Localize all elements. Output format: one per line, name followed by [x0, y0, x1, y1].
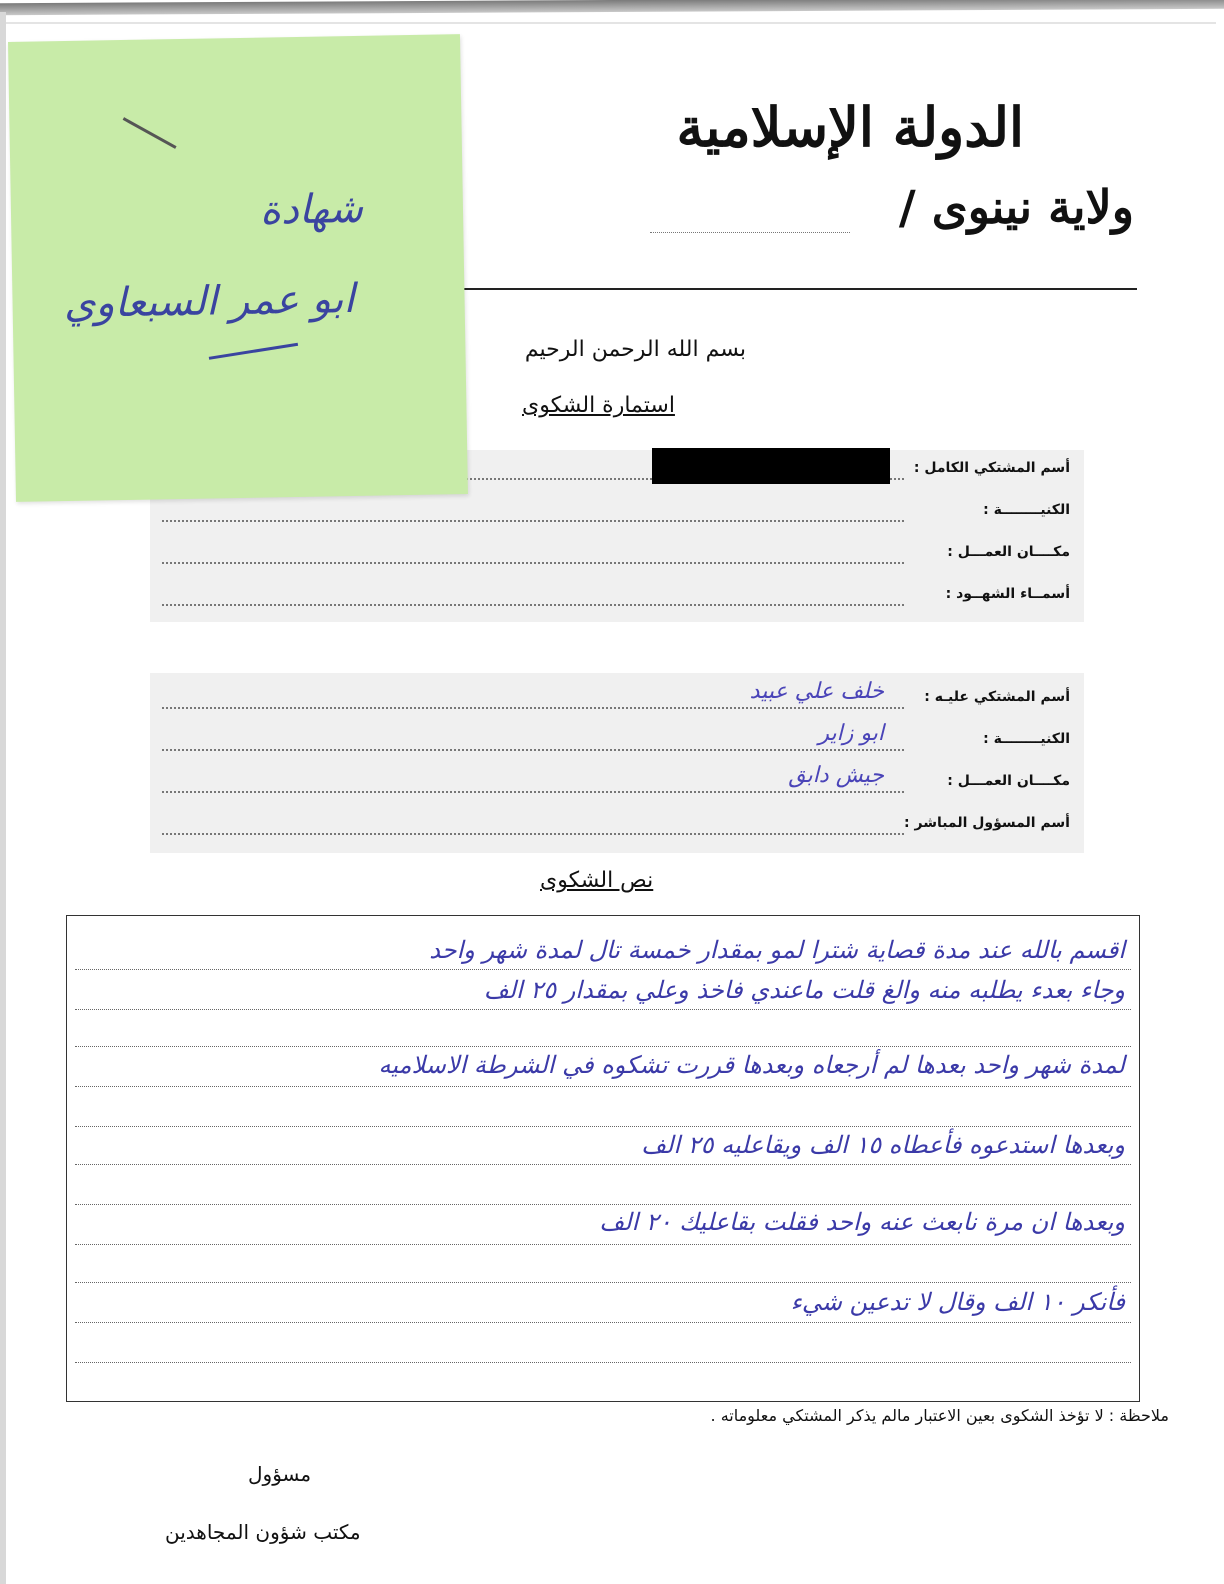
complainant-workplace-field[interactable]	[162, 562, 904, 564]
ruled-line	[75, 1164, 1131, 1165]
respondent-kunya-row	[150, 721, 1084, 765]
respondent-name-row	[150, 679, 1084, 723]
complainant-workplace-row	[150, 538, 1084, 578]
scan-border-top	[0, 0, 1224, 15]
complaint-handwritten-line: وجاء بعدء يطلبه منه والغ قلت ماعندي فاخذ وعلي بمقدار ٢٥ الف	[483, 976, 1125, 1004]
ruled-line	[75, 1046, 1131, 1047]
footer-note: ملاحظة : لا تؤخذ الشكوى بعين الاعتبار مالم يذكر المشتكي معلوماته .	[710, 1406, 1169, 1425]
redaction-bar	[652, 448, 890, 484]
ruled-line	[75, 1282, 1131, 1283]
respondent-workplace-row	[150, 763, 1084, 807]
complainant-name-label: أسم المشتكي الكامل :	[913, 460, 1070, 476]
complaint-section-title: نص الشكوى	[540, 868, 654, 893]
basmala: بسم الله الرحمن الرحيم	[524, 337, 746, 362]
respondent-kunya-label: الكنيــــــــة :	[983, 731, 1070, 747]
complaint-handwritten-line: فأنكر ١٠ الف وقال لا تدعين شيء	[790, 1288, 1125, 1316]
header-dotted-line	[650, 232, 850, 233]
complaint-text-area[interactable]	[66, 915, 1140, 1402]
ruled-line	[75, 1362, 1131, 1363]
respondent-workplace-label: مكــــان العمـــل :	[947, 773, 1070, 789]
complainant-kunya-label: الكنيــــــــة :	[983, 502, 1070, 518]
ruled-line	[75, 1086, 1131, 1087]
scan-border-left	[0, 12, 6, 1584]
respondent-section	[150, 673, 1084, 853]
sticky-underline	[209, 343, 298, 360]
ruled-line	[75, 1322, 1131, 1323]
ruled-line	[75, 1126, 1131, 1127]
witnesses-field[interactable]	[162, 604, 904, 606]
form-title: استمارة الشكوى	[522, 393, 675, 418]
supervisor-row	[150, 809, 1084, 849]
ruled-line	[75, 1009, 1131, 1010]
state-name-header: الدولة الإسلامية	[676, 95, 1024, 159]
respondent-workplace-value: جيش دابق	[788, 763, 884, 788]
complainant-workplace-label: مكــــان العمـــل :	[947, 544, 1070, 560]
supervisor-label: أسم المسؤول المباشر :	[904, 815, 1070, 831]
witnesses-row	[150, 580, 1084, 620]
complaint-handwritten-line: لمدة شهر واحد بعدها لم أرجعاه وبعدها قررت تشكوه في الشرطة الاسلاميه	[378, 1051, 1125, 1079]
ruled-line	[75, 1244, 1131, 1245]
respondent-kunya-value: ابو زاير	[818, 721, 884, 746]
complaint-handwritten-line: وبعدها استدعوه فأعطاه ١٥ الف ويقاعليه ٢٥ الف	[641, 1131, 1125, 1159]
complaint-handwritten-line: اقسم بالله عند مدة قصاية شترا لمو بمقدار خمسة تال لمدة شهر واحد	[429, 936, 1125, 964]
province-name-header: ولاية نينوى /	[898, 180, 1134, 234]
respondent-kunya-field[interactable]	[162, 749, 904, 751]
supervisor-field[interactable]	[162, 833, 904, 835]
respondent-name-label: أسم المشتكي عليـه :	[924, 689, 1070, 705]
sticky-note	[8, 34, 468, 502]
respondent-name-field[interactable]	[162, 707, 904, 709]
witnesses-label: أسمــاء الشهــود :	[945, 586, 1070, 602]
signature-office: مكتب شؤون المجاهدين	[165, 1520, 361, 1544]
header-divider	[455, 288, 1137, 290]
sticky-pen-mark	[123, 117, 177, 149]
respondent-workplace-field[interactable]	[162, 791, 904, 793]
sticky-note-line: ابو عمر السبعاوي	[63, 275, 355, 328]
ruled-line	[75, 969, 1131, 970]
respondent-name-value: خلف علي عبيد	[749, 679, 884, 704]
signature-title: مسؤول	[248, 1462, 312, 1486]
paper-edge	[6, 22, 1216, 24]
complaint-handwritten-line: وبعدها ان مرة نابعث عنه واحد فقلت بقاعليك ٢٠ الف	[599, 1208, 1125, 1236]
ruled-line	[75, 1204, 1131, 1205]
sticky-note-line: شهادة	[259, 185, 364, 234]
complainant-kunya-row	[150, 496, 1084, 536]
complainant-kunya-field[interactable]	[162, 520, 904, 522]
